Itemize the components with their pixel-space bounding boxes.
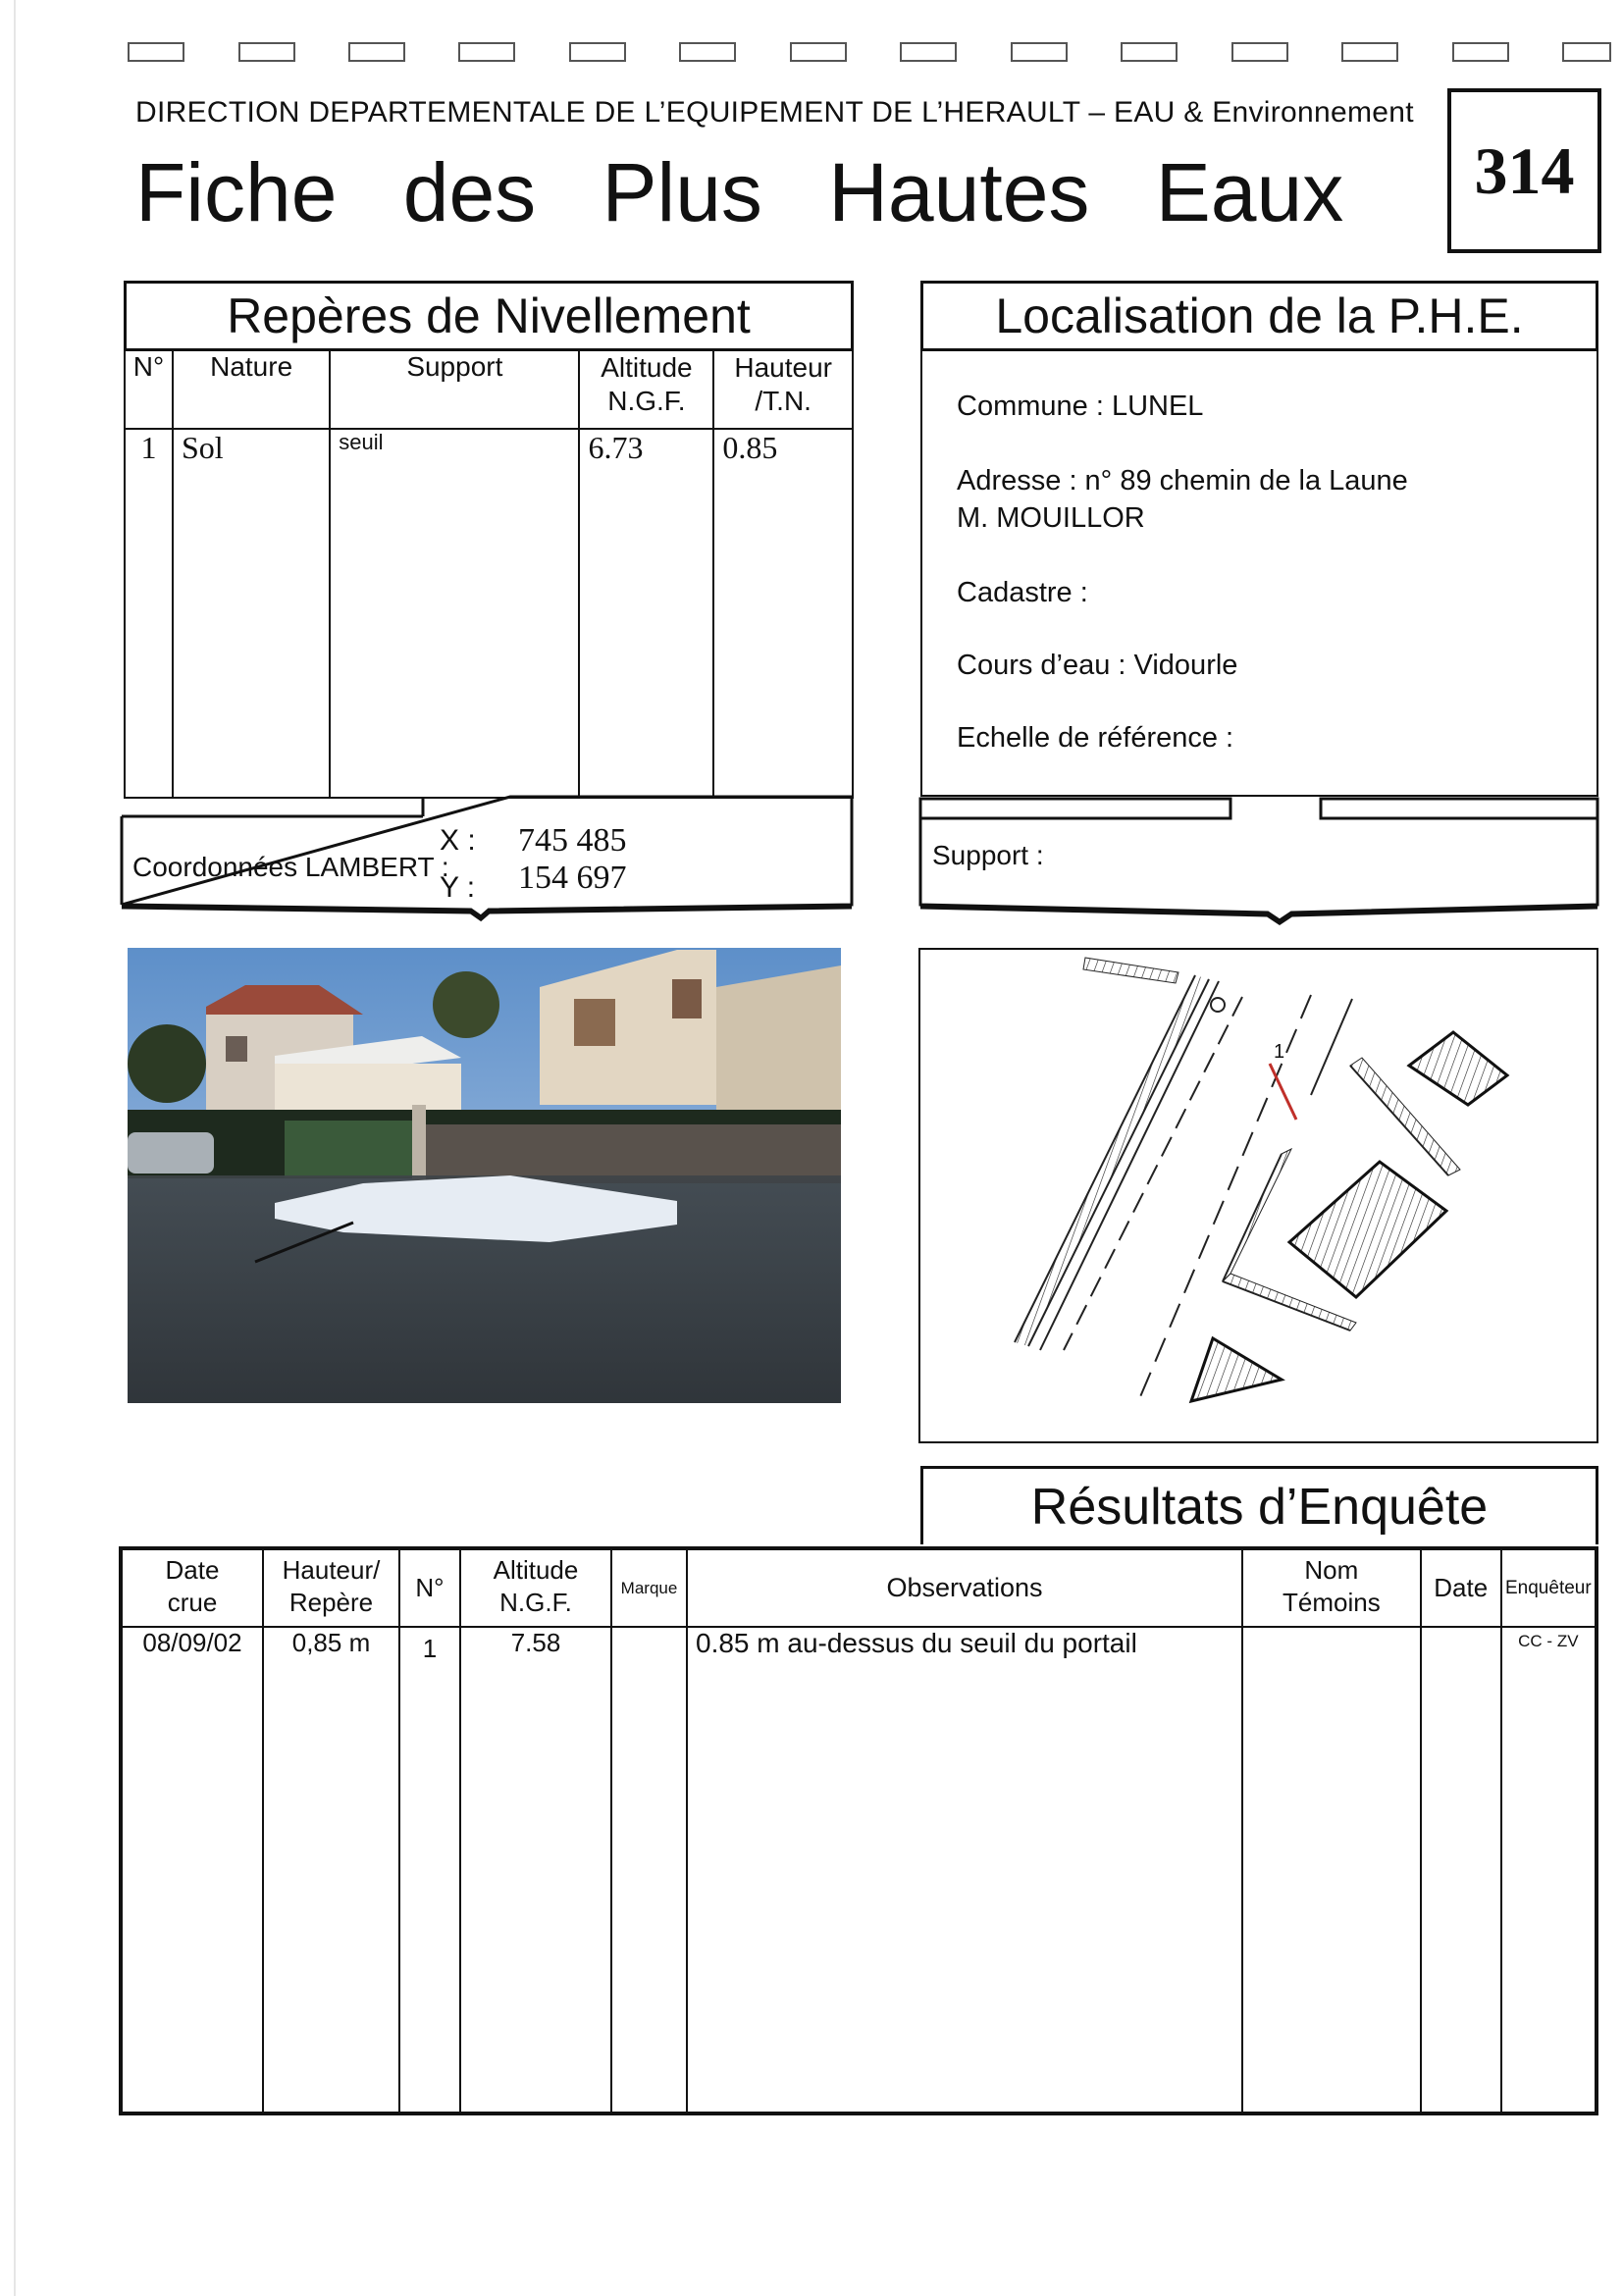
col-observations: Observations — [886, 1573, 1043, 1602]
col-hauteur-repere: Hauteur/ Repère — [282, 1555, 381, 1617]
coordonnees-y-label: Y : — [440, 871, 476, 904]
localisation-adresse-2: M. MOUILLOR — [957, 502, 1145, 534]
binding-hole — [1011, 42, 1068, 62]
binding-hole — [1121, 42, 1178, 62]
binding-hole — [790, 42, 847, 62]
binding-hole — [238, 42, 295, 62]
col-altitude: Altitude N.G.F. — [493, 1555, 579, 1617]
col-enqueteur: Enquêteur — [1505, 1577, 1592, 1598]
resultat-observations: 0.85 m au-dessus du seuil du portail — [696, 1628, 1137, 1658]
site-photograph — [128, 948, 841, 1403]
page-title: Fiche des Plus Hautes Eaux — [135, 146, 1344, 238]
binding-hole — [458, 42, 515, 62]
repere-support: seuil — [339, 430, 384, 454]
col-nature: Nature — [210, 351, 293, 382]
binding-hole — [1341, 42, 1398, 62]
col-num: N° — [415, 1573, 445, 1602]
repere-hauteur: 0.85 — [722, 430, 778, 465]
resultat-altitude: 7.58 — [510, 1628, 561, 1657]
resultat-num: 1 — [422, 1634, 438, 1663]
col-nom-temoins: Nom Témoins — [1283, 1555, 1381, 1617]
col-date: Date — [1434, 1573, 1489, 1602]
localisation-commune: Commune : LUNEL — [957, 391, 1204, 422]
page-edge-line — [14, 0, 16, 2296]
plan-marker-label: 1 — [1274, 1041, 1285, 1063]
resultat-enqueteur: CC - ZV — [1518, 1632, 1579, 1650]
localisation-cours-eau: Cours d’eau : Vidourle — [957, 650, 1238, 681]
col-hauteur: Hauteur /T.N. — [734, 352, 832, 416]
col-marque: Marque — [620, 1578, 678, 1597]
location-plan — [918, 948, 1598, 1443]
repere-num: 1 — [140, 430, 157, 465]
binding-hole — [569, 42, 626, 62]
table-row — [125, 429, 853, 798]
repere-nature: Sol — [182, 430, 224, 465]
coordonnees-x-value: 745 485 — [518, 822, 627, 859]
binding-hole — [1562, 42, 1611, 62]
binding-hole — [679, 42, 736, 62]
fiche-number-box — [1447, 88, 1601, 253]
coordonnees-y-value: 154 697 — [518, 860, 627, 896]
col-num: N° — [132, 351, 165, 382]
binding-hole — [128, 42, 184, 62]
header-direction: DIRECTION DEPARTEMENTALE DE L’EQUIPEMENT DE L’HERAULT – EAU & Environnement — [135, 96, 1414, 129]
resultats-table — [119, 1546, 1598, 2115]
coordonnees-x-label: X : — [440, 824, 476, 857]
binding-hole — [900, 42, 957, 62]
localisation-title: Localisation de la P.H.E. — [920, 281, 1598, 351]
fiche-number: 314 — [1474, 133, 1575, 208]
coordonnees-label: Coordonnées LAMBERT : — [132, 852, 449, 882]
col-date-crue: Date crue — [165, 1555, 220, 1617]
table-row — [121, 1627, 1597, 2113]
reperes-table — [124, 349, 854, 799]
repere-altitude: 6.73 — [588, 430, 644, 465]
reperes-title: Repères de Nivellement — [124, 281, 854, 351]
localisation-echelle: Echelle de référence : — [957, 722, 1234, 754]
support-label: Support : — [932, 840, 1044, 870]
localisation-cadastre: Cadastre : — [957, 577, 1088, 608]
col-altitude: Altitude N.G.F. — [601, 352, 693, 416]
resultat-hauteur-repere: 0,85 m — [291, 1628, 371, 1657]
col-support: Support — [406, 351, 503, 382]
binding-hole — [348, 42, 405, 62]
resultats-title: Résultats d’Enquête — [920, 1466, 1598, 1544]
binding-hole — [1231, 42, 1288, 62]
localisation-adresse: Adresse : n° 89 chemin de la Laune — [957, 465, 1408, 496]
binding-hole — [1452, 42, 1509, 62]
resultat-date-crue: 08/09/02 — [142, 1628, 242, 1657]
